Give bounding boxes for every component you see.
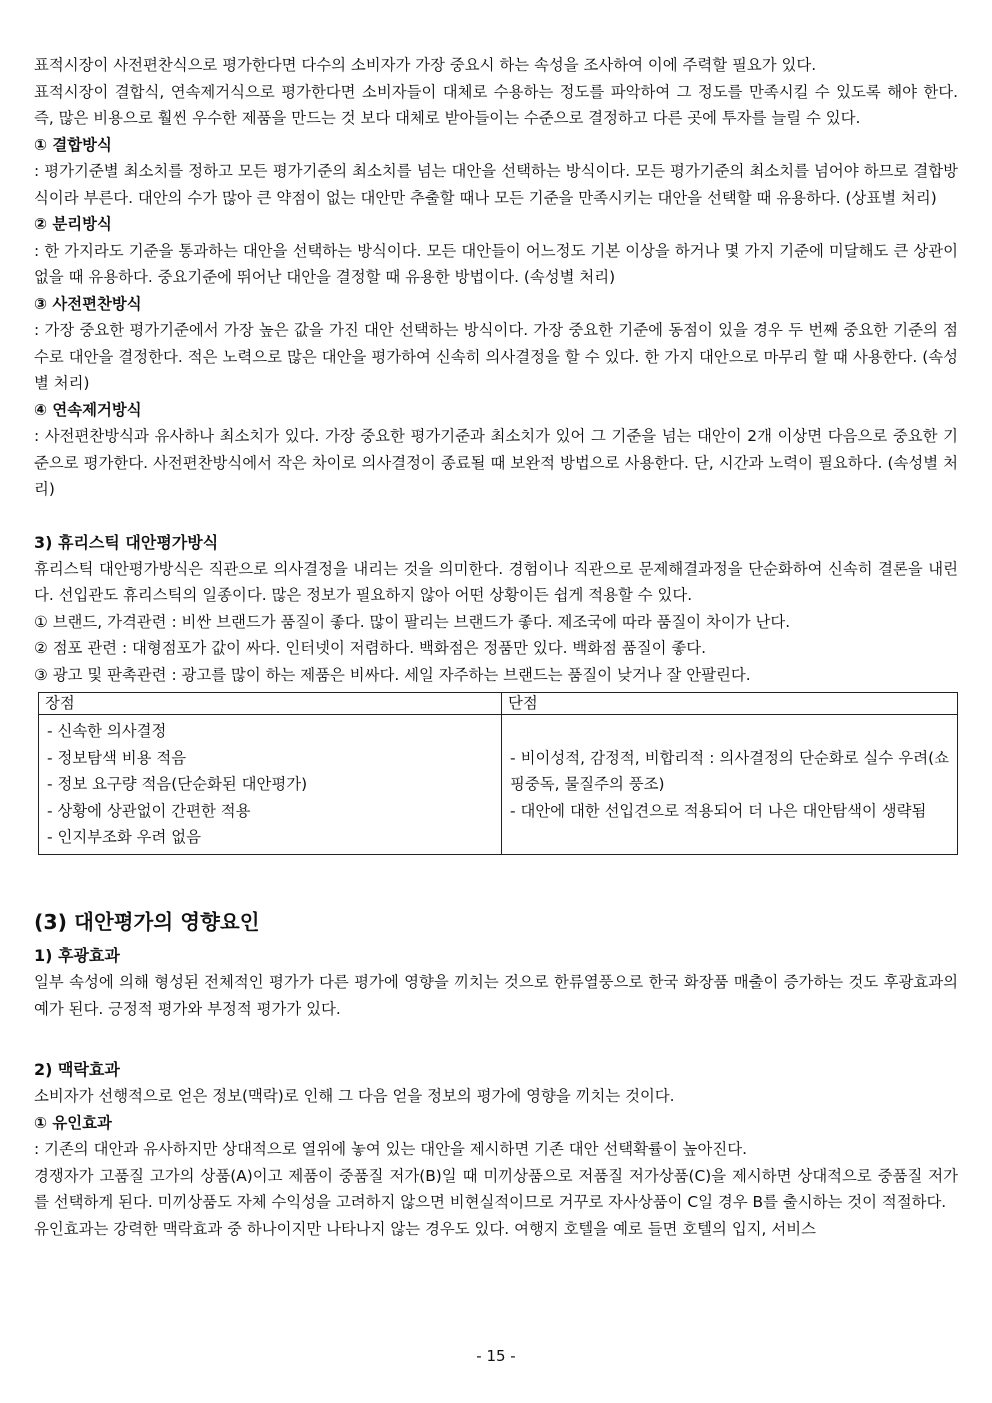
heuristic-body: 휴리스틱 대안평가방식은 직관으로 의사결정을 내리는 것을 의미한다. 경험이나 직관으로 문제해결과정을 단순화하여 신속히 결론을 내린다. 선입관도 휴리스틱의 일종이다. 많은 정보가 필요하지 않아 어떤 상황이든 쉽게 적용할 수 있다. xyxy=(34,559,958,604)
pros-cell xyxy=(39,715,502,855)
pros-item: - 정보 요구량 적음(단순화된 대안평가) xyxy=(47,775,308,793)
attraction-continued: 유인효과는 강력한 맥락효과 중 하나이지만 나타나지 않는 경우도 있다. 여행지 호텔을 예로 들면 호텔의 입지, 서비스 xyxy=(34,1219,816,1238)
halo-body: 일부 속성에 의해 형성된 전체적인 평가가 다른 평가에 영향을 끼치는 것으로 한류열풍으로 한국 화장품 매출이 증가하는 것도 후광효과의 예가 된다. 긍정적 평가와 부정적 평가가 있다. xyxy=(34,973,958,1018)
heuristic-heading: 3) 휴리스틱 대안평가방식 xyxy=(34,532,219,552)
method-body: : 평가기준별 최소치를 정하고 모든 평가기준의 최소치를 넘는 대안을 선택하는 방식이다. 모든 평가기준의 최소치를 넘어야 하므로 결합방식이라 부른다. 대안의 수가 많아 큰 약점이 없는 대안만 추출할 때나 모든 기준을 만족시키는 대안을 선택할 때 유용하다. (상표별 처리) xyxy=(34,162,958,207)
method-title: ① 결합방식 xyxy=(34,135,112,154)
method-sequential-elimination xyxy=(34,397,958,503)
method-body: : 가장 중요한 평가기준에서 가장 높은 값을 가진 대안 선택하는 방식이다. 가장 중요한 기준에 동점이 있을 경우 두 번째 중요한 기준의 점수로 대안을 결정한다. 적은 노력으로 많은 대안을 평가하여 신속히 의사결정을 할 수 있다. 한 가지 대안으로 마무리 할 때 사용한다. (속성별 처리) xyxy=(34,321,958,392)
halo-heading: 1) 후광효과 xyxy=(34,945,120,965)
intro-paragraph-1: 표적시장이 사전편찬식으로 평가한다면 다수의 소비자가 가장 중요시 하는 속성을 조사하여 이에 주력할 필요가 있다. xyxy=(34,56,817,74)
method-body: : 사전편찬방식과 유사하나 최소치가 있다. 가장 중요한 평가기준과 최소치가 있어 그 기준을 넘는 대안이 2개 이상면 다음으로 중요한 기준으로 평가한다. 사전편찬방식에서 작은 차이로 의사결정이 종료될 때 보완적 방법으로 사용한다. 단, 시간과 노력이 필요하다. (속성별 처리) xyxy=(34,427,958,498)
method-title: ④ 연속제거방식 xyxy=(34,400,142,419)
attraction-definition: : 기존의 대안과 유사하지만 상대적으로 열위에 놓여 있는 대안을 제시하면 기존 대안 선택확률이 높아진다. xyxy=(34,1140,747,1158)
heuristic-item-store: ② 점포 관련 : 대형점포가 값이 싸다. 인터넷이 저렴하다. 백화점은 정품만 있다. 백화점 품질이 좋다. xyxy=(34,639,707,657)
method-disjunctive xyxy=(34,211,958,291)
pros-item: - 신속한 의사결정 xyxy=(47,722,167,740)
method-body: : 한 가지라도 기준을 통과하는 대안을 선택하는 방식이다. 모든 대안들이 어느정도 기본 이상을 하거나 몇 가지 기준에 미달해도 큰 상관이 없을 때 유용하다. 중요기준에 뛰어난 대안을 결정할 때 유용한 방법이다. (속성별 처리) xyxy=(34,241,958,286)
pros-item: - 인지부조화 우려 없음 xyxy=(47,828,202,846)
pros-cons-table xyxy=(38,692,958,855)
context-heading: 2) 맥락효과 xyxy=(34,1060,120,1079)
attraction-heading: ① 유인효과 xyxy=(34,1113,112,1132)
attraction-example: 경쟁자가 고품질 고가의 상품(A)이고 제품이 중품질 저가(B)일 때 미끼상품으로 저품질 저가상품(C)을 제시하면 상대적으로 중품질 저가를 선택하게 된다. 미끼상품도 자체 수익성을 고려하지 않으면 비현실적이므로 거꾸로 자사상품이 C일 경우 B를 출시하는 것이 적절하다. xyxy=(34,1166,958,1211)
method-title: ② 분리방식 xyxy=(34,215,112,233)
cons-item: - 비이성적, 감정적, 비합리적 : 의사결정의 단순화로 실수 우려(쇼핑중독, 물질주의 풍조) xyxy=(510,748,949,793)
page-number: - 15 - xyxy=(476,1347,516,1365)
heuristic-item-brand: ① 브랜드, 가격관련 : 비싼 브랜드가 품질이 좋다. 많이 팔리는 브랜드가 좋다. 제조국에 따라 품질이 차이가 난다. xyxy=(34,612,791,631)
cons-item: - 대안에 대한 선입견으로 적용되어 더 나은 대안탐색이 생략됨 xyxy=(510,801,927,820)
cons-header: 단점 xyxy=(502,693,958,715)
heuristic-item-ad: ③ 광고 및 판촉관련 : 광고를 많이 하는 제품은 비싸다. 세일 자주하는 브랜드는 품질이 낮거나 잘 안팔린다. xyxy=(34,665,751,684)
pros-header: 장점 xyxy=(39,693,502,715)
pros-item: - 상황에 상관없이 간편한 적용 xyxy=(47,801,251,820)
method-title: ③ 사전편찬방식 xyxy=(34,294,142,313)
cons-cell xyxy=(502,715,958,855)
method-lexicographic xyxy=(34,291,958,397)
section-heading: (3) 대안평가의 영향요인 xyxy=(34,909,260,934)
intro-paragraph-2: 표적시장이 결합식, 연속제거식으로 평가한다면 소비자들이 대체로 수용하는 정도를 파악하여 그 정도를 만족시킬 수 있도록 해야 한다. 즉, 많은 비용으로 훨씬 우수한 제품을 만드는 것 보다 대체로 받아들이는 수준으로 결정하고 다른 곳에 투자를 늘릴 수 있다. xyxy=(34,82,958,127)
pros-item: - 정보탐색 비용 적음 xyxy=(47,748,187,767)
context-body: 소비자가 선행적으로 얻은 정보(맥락)로 인해 그 다음 얻을 정보의 평가에 영향을 끼치는 것이다. xyxy=(34,1087,675,1105)
document-page xyxy=(34,52,958,1242)
method-combination xyxy=(34,132,958,212)
